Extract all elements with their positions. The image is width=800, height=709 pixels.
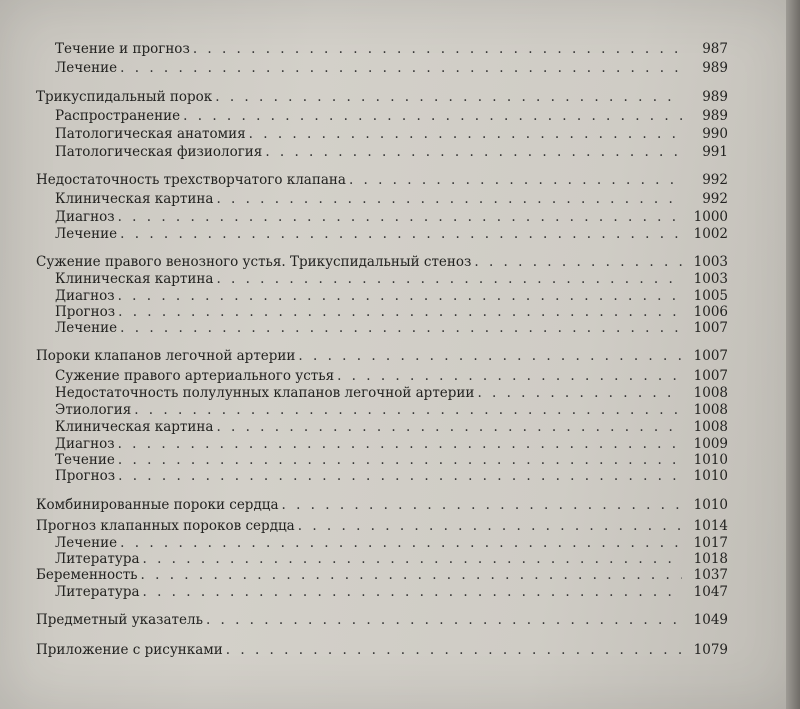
toc-entry-page: 1017 (693, 535, 728, 551)
toc-entry-page: 1018 (693, 551, 728, 567)
toc-entry-title: Диагноз (55, 209, 115, 225)
toc-entry (0, 172, 728, 188)
toc-leader-dots (216, 191, 682, 207)
toc-entry-title: Лечение (55, 60, 118, 76)
page-edge-shadow (786, 0, 800, 709)
toc-entry-page: 989 (702, 89, 728, 105)
toc-entry (0, 41, 728, 57)
toc-entry-title: Предметный указатель (36, 612, 203, 628)
toc-leader-dots (118, 436, 682, 452)
toc-entry (0, 518, 728, 534)
toc-leader-dots (120, 320, 682, 336)
toc-entry-title: Недостаточность трехстворчатого клапана (36, 172, 346, 188)
toc-entry-page: 1000 (693, 209, 728, 225)
toc-leader-dots (118, 468, 682, 484)
toc-entry-page: 1049 (693, 612, 728, 628)
toc-entry (0, 320, 728, 336)
toc-entry-title: Сужение правого артериального устья (55, 368, 335, 384)
toc-entry-title: Клиническая картина (55, 419, 214, 435)
toc-entry (0, 304, 728, 320)
toc-entry (0, 551, 728, 567)
toc-entry-title: Литература (55, 551, 140, 567)
toc-entry (0, 567, 728, 583)
toc-entry-title: Клиническая картина (55, 271, 214, 287)
toc-entry-page: 1010 (693, 497, 728, 513)
toc-leader-dots (118, 209, 682, 225)
toc-leader-dots (143, 551, 682, 567)
toc-entry-page: 992 (702, 172, 728, 188)
toc-entry-title: Течение и прогноз (55, 41, 190, 57)
toc-entry (0, 452, 728, 468)
toc-entry-page: 1007 (693, 320, 728, 336)
toc-entry-title: Лечение (55, 320, 118, 336)
toc-leader-dots (216, 271, 682, 287)
toc-entry-title: Патологическая физиология (55, 144, 263, 160)
toc-entry-title: Беременность (36, 567, 138, 583)
toc-entry-title: Сужение правого венозного устья. Трикуспидальный стеноз (36, 254, 472, 270)
toc-entry-page: 992 (702, 191, 728, 207)
toc-entry (0, 209, 728, 225)
toc-entry-title: Диагноз (55, 436, 115, 452)
toc-leader-dots (298, 348, 682, 364)
toc-entry (0, 419, 728, 435)
toc-entry (0, 271, 728, 287)
toc-entry-title: Трикуспидальный порок (36, 89, 213, 105)
toc-entry-title: Этиология (55, 402, 132, 418)
toc-leader-dots (120, 60, 682, 76)
toc-entry (0, 468, 728, 484)
toc-entry-page: 987 (702, 41, 728, 57)
toc-entry-title: Комбинированные пороки сердца (36, 497, 279, 513)
toc-entry (0, 497, 728, 513)
toc-entry (0, 348, 728, 364)
toc-leader-dots (183, 108, 682, 124)
toc-leader-dots (206, 612, 682, 628)
toc-entry-title: Недостаточность полулунных клапанов легочной артерии (55, 385, 475, 401)
toc-leader-dots (282, 497, 683, 513)
toc-entry-page: 1003 (693, 254, 728, 270)
toc-entry (0, 108, 728, 124)
toc-entry-page: 1010 (693, 452, 728, 468)
toc-entry-title: Лечение (55, 535, 118, 551)
toc-entry-title: Приложение с рисунками (36, 642, 223, 658)
toc-entry-page: 1037 (693, 567, 728, 583)
toc-entry-title: Пороки клапанов легочной артерии (36, 348, 296, 364)
toc-entry-title: Прогноз (55, 468, 116, 484)
toc-entry-page: 1008 (693, 402, 728, 418)
toc-entry-title: Прогноз (55, 304, 116, 320)
toc-leader-dots (143, 584, 682, 600)
toc-entry (0, 126, 728, 142)
toc-leader-dots (134, 402, 682, 418)
toc-entry (0, 288, 728, 304)
toc-leader-dots (120, 226, 682, 242)
toc-entry (0, 226, 728, 242)
toc-entry-title: Клиническая картина (55, 191, 214, 207)
toc-entry-page: 990 (702, 126, 728, 142)
toc-leader-dots (265, 144, 682, 160)
toc-entry (0, 254, 728, 270)
toc-entry (0, 436, 728, 452)
toc-entry-page: 989 (702, 108, 728, 124)
toc-entry (0, 191, 728, 207)
toc-entry (0, 402, 728, 418)
toc-entry-page: 1006 (693, 304, 728, 320)
toc-leader-dots (193, 41, 682, 57)
toc-leader-dots (216, 419, 682, 435)
toc-entry-page: 1079 (693, 642, 728, 658)
toc-entry-page: 1008 (693, 385, 728, 401)
toc-entry (0, 584, 728, 600)
toc-entry-page: 1003 (693, 271, 728, 287)
toc-entry-page: 1008 (693, 419, 728, 435)
toc-entry-title: Течение (55, 452, 115, 468)
toc-entry (0, 89, 728, 105)
toc-entry-title: Диагноз (55, 288, 115, 304)
toc-leader-dots (118, 288, 682, 304)
toc-leader-dots (118, 452, 682, 468)
toc-entry-page: 989 (702, 60, 728, 76)
toc-leader-dots (474, 254, 682, 270)
toc-leader-dots (215, 89, 682, 105)
toc-entry-page: 1014 (693, 518, 728, 534)
toc-entry-page: 1005 (693, 288, 728, 304)
toc-entry (0, 60, 728, 76)
toc-leader-dots (337, 368, 682, 384)
toc-entry (0, 368, 728, 384)
toc-leader-dots (226, 642, 682, 658)
toc-leader-dots (249, 126, 682, 142)
toc-entry-page: 1007 (693, 368, 728, 384)
toc-leader-dots (141, 567, 682, 583)
toc-entry-page: 1002 (693, 226, 728, 242)
toc-leader-dots (349, 172, 682, 188)
toc-entry (0, 144, 728, 160)
toc-leader-dots (477, 385, 682, 401)
toc-entry-title: Прогноз клапанных пороков сердца (36, 518, 295, 534)
toc-entry-title: Патологическая анатомия (55, 126, 246, 142)
toc-entry-title: Литература (55, 584, 140, 600)
toc-entry-title: Лечение (55, 226, 118, 242)
toc-entry-page: 991 (702, 144, 728, 160)
toc-entry (0, 612, 728, 628)
toc-leader-dots (298, 518, 682, 534)
toc-entry (0, 385, 728, 401)
toc-entry (0, 535, 728, 551)
toc-entry-page: 1009 (693, 436, 728, 452)
toc-leader-dots (120, 535, 682, 551)
toc-entry-page: 1047 (693, 584, 728, 600)
toc-entry-page: 1010 (693, 468, 728, 484)
toc-entry-title: Распространение (55, 108, 181, 124)
toc-leader-dots (118, 304, 682, 320)
toc-entry-page: 1007 (693, 348, 728, 364)
toc-entry (0, 642, 728, 658)
